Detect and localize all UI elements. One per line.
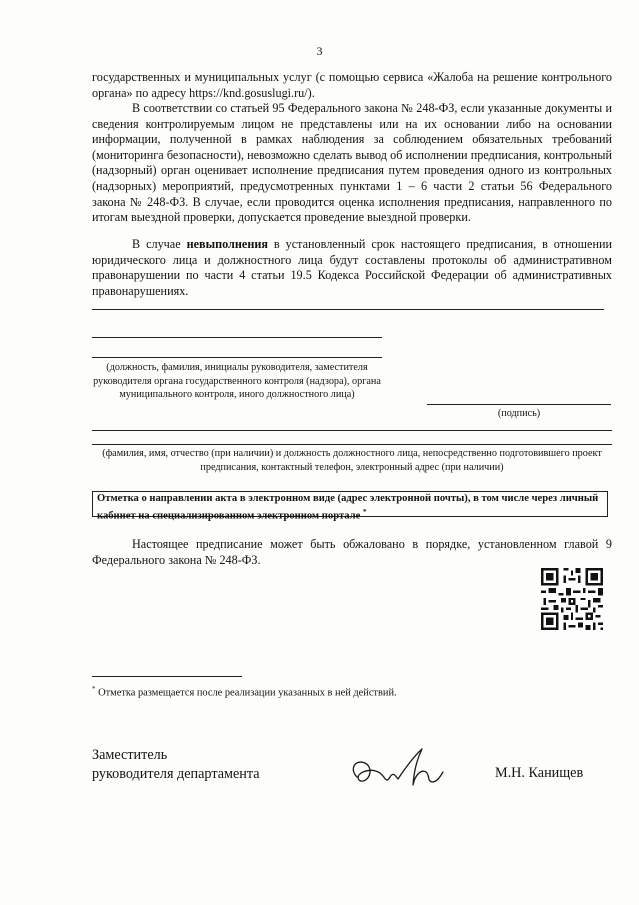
blank-line — [92, 444, 612, 445]
footnote-separator — [92, 676, 242, 677]
handwritten-signature — [347, 745, 462, 797]
paragraph-text: Настоящее предписание может быть обжаловано в порядке, установленном главой 9 Федерального закона № 248-ФЗ. — [92, 537, 612, 567]
notice-text: Отметка о направлении акта в электронном виде (адрес электронной почты), в том числе через личный кабинет на специализированном электронном портале — [97, 493, 599, 522]
paragraph-complaint-service — [92, 70, 612, 101]
blank-line — [92, 337, 382, 338]
signatory-title — [92, 746, 260, 784]
signature-caption: (подпись) — [497, 408, 541, 419]
signatory-name: М.Н. Канищев — [495, 765, 584, 781]
paragraph-text: В случае — [132, 237, 187, 251]
footnote-mark: * — [362, 507, 367, 516]
official-caption: (должность, фамилия, инициалы руководителя, заместителя руководителя органа государственного контроля (надзора), органа муниципального контроля, иного должностного лица) — [93, 362, 381, 400]
paragraph-appeal — [92, 537, 612, 568]
footnote-mark: * — [92, 685, 96, 693]
paragraph-article-95 — [92, 101, 612, 226]
emphasis-text: невыполнения — [186, 237, 268, 251]
signature-line — [427, 404, 611, 405]
paragraph-non-compliance — [92, 237, 612, 299]
signatory-title-line: Заместитель — [92, 747, 168, 763]
preparer-caption: (фамилия, имя, отчество (при наличии) и должность должностного лица, непосредственно подготовившего проект предписания, контактный телефон, электронный адрес (при наличии) — [102, 448, 602, 473]
paragraph-text: В соответствии со статьей 95 Федерального закона № 248-ФЗ, если указанные документы и сведения контролируемым лицом не представлены или на их основании либо на основании информации, полученной в рамках наблюдения за соблюдением обязательных требований (мониторинга безопасности), невозможно сделать вывод об исполнении предписания, контрольный (надзорный) орган оценивает исполнение предписания путем проведения одного из контрольных (надзорных) мероприятий, предусмотренных пунктами 1 – 6 части 2 статьи 56 Федерального закона № 248-ФЗ. В случае, если проводится оценка исполнения предписания, направленного по итогам выездной проверки, допускается проведение выездной проверки. — [92, 101, 612, 225]
footnote — [92, 685, 397, 698]
blank-line — [92, 430, 612, 431]
electronic-notice-box — [92, 491, 608, 522]
blank-line — [92, 309, 604, 310]
paragraph-text: государственных и муниципальных услуг (с помощью сервиса «Жалоба на решение контрольного органа» по адресу https://knd.gosuslugi.ru/). — [92, 70, 612, 100]
signatory-title-line: руководителя департамента — [92, 766, 260, 782]
page-number: 3 — [316, 44, 323, 58]
footnote-text: Отметка размещается после реализации указанных в ней действий. — [98, 687, 397, 699]
blank-line — [92, 357, 382, 358]
qr-code-icon — [541, 568, 603, 630]
paragraph-text: в установленный срок настоящего предписания, в отношении юридического лица и должностного лица будут составлены протоколы об административном правонарушении по части 4 статьи 19.5 Кодекса Российской Федерации об административных правонарушениях. — [92, 237, 613, 298]
